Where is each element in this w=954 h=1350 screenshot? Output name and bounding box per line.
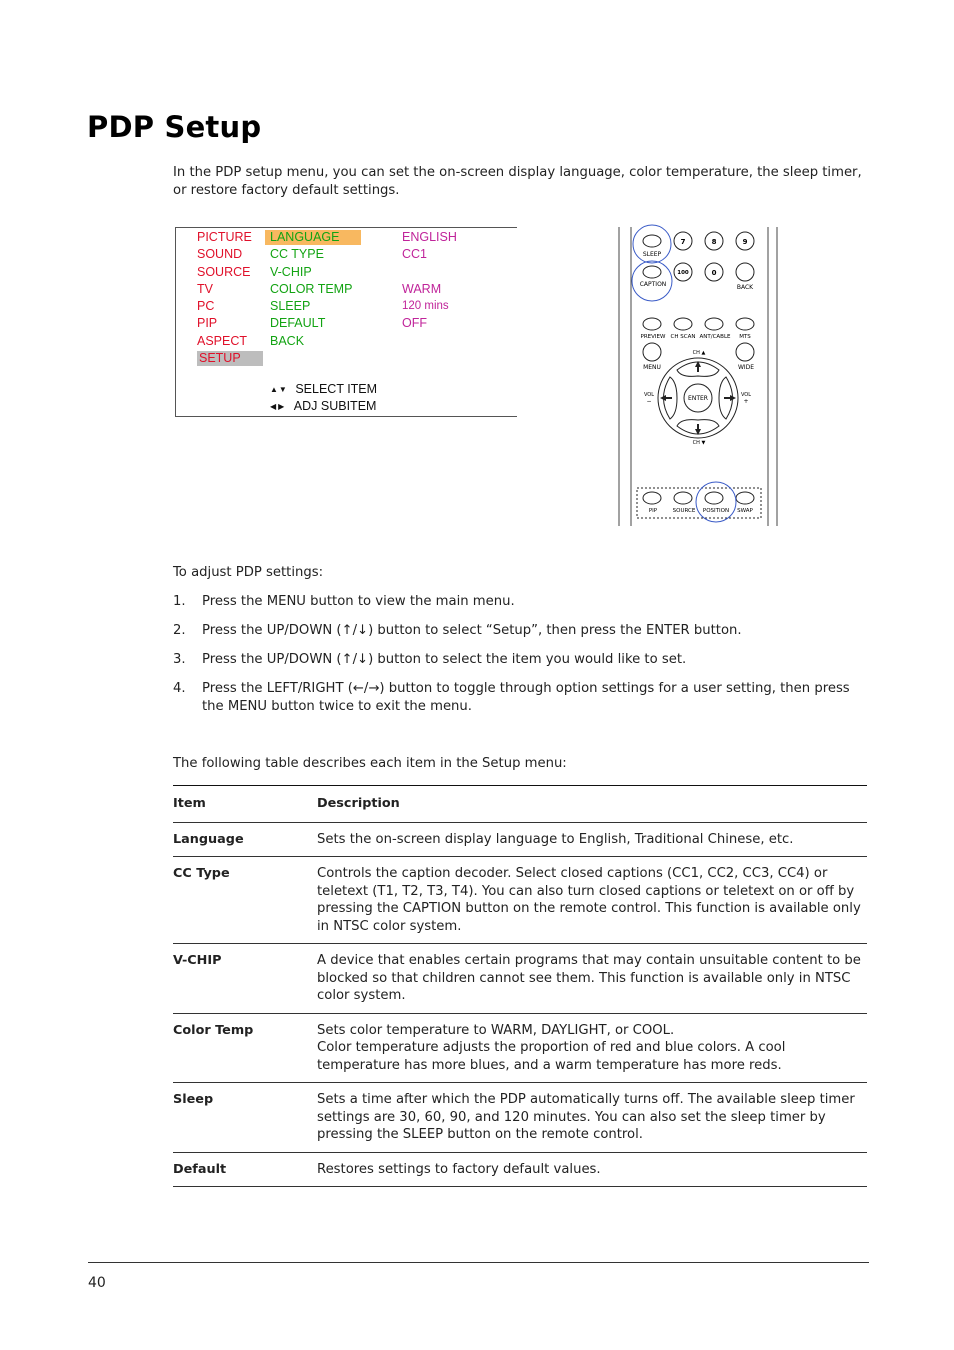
table-cell-description [317,944,867,1014]
sleep-label: SLEEP [642,251,662,258]
back-label: BACK [736,284,754,291]
vol-plus-label: VOL [740,392,752,398]
description-line: Controls the caption decoder. Select closed captions (CC1, CC2, CC3, CC4) or teletext (T1, T2, T3, T4). You can also turn closed captions or teletext on or off by pressing the CAPTION button on the remote control. This function is available only in NTSC color system. [317,866,861,934]
up-button[interactable] [677,361,719,376]
table-cell-description [317,857,867,944]
osd-sub-item: CC TYPE [270,247,324,262]
n0-label: 0 [711,269,717,277]
step-number: 4. [173,681,186,696]
osd-main-item: PC [197,299,215,313]
adjust-heading: To adjust PDP settings: [173,565,324,580]
plus-label: + [743,398,749,405]
table-cell-item: CC Type [173,866,230,881]
table-cell-item: Sleep [173,1092,214,1107]
footer-rule [88,1262,869,1263]
page-title: PDP Setup [87,110,262,144]
button-9[interactable] [736,232,754,250]
pip-label: PIP [648,508,658,514]
osd-main-item: SOURCE [197,264,251,279]
osd-value: WARM [402,281,442,296]
preview-label: PREVIEW [640,334,666,340]
sleep-button[interactable] [643,235,662,258]
left-right-arrows-icon: ◀▶ [270,402,287,411]
description-line: Sets color temperature to WARM, DAYLIGHT, or COOL. [317,1022,675,1038]
n7-label: 7 [680,238,686,246]
osd-value: CC1 [402,247,428,262]
ch-scan-button[interactable] [671,318,696,340]
right-button[interactable] [719,377,736,419]
step-number: 3. [173,652,186,667]
table-cell-description [317,1013,867,1083]
down-arrow-icon [695,424,701,435]
osd-setup-menu [175,227,517,417]
step-text: Press the UP/DOWN (↑/↓) button to select “Setup”, then press the ENTER button. [202,623,742,638]
header-item: Item [173,796,206,811]
up-down-arrows-icon: ▲▼ [270,385,288,394]
header-description: Description [317,796,400,811]
ant-cable-button[interactable] [699,318,731,340]
position-button[interactable] [703,492,729,514]
back-button[interactable] [736,263,754,291]
osd-main-item: PICTURE [197,230,252,244]
table-row [173,857,867,944]
n8-label: 8 [711,238,717,246]
osd-sub-item: V-CHIP [270,264,312,279]
osd-main-item: ASPECT [197,333,248,348]
pip-button[interactable] [643,492,661,514]
osd-legend-adjust: ◀▶ ADJ SUBITEM [270,399,377,413]
table-header-row [173,786,867,823]
wide-label: WIDE [737,364,755,371]
right-arrow-icon [724,395,736,401]
button-0[interactable] [705,263,723,281]
source-label: SOURCE [672,508,696,514]
mts-button[interactable] [736,318,754,340]
enter-label: ENTER [688,395,708,402]
osd-value: 120 mins [402,300,449,312]
table-row [173,1013,867,1083]
osd-legend-select: ▲▼ SELECT ITEM [270,382,378,396]
table-cell-item: V-CHIP [173,953,222,968]
antcable-label: ANT/CABLE [699,334,731,340]
remote-control-illustration [615,222,785,532]
up-arrow-icon [695,361,701,372]
osd-main-item: TV [197,281,213,296]
table-cell-description [317,822,867,857]
left-button[interactable] [660,377,677,419]
step-number: 2. [173,623,186,638]
source-button[interactable] [673,492,696,514]
menu-button[interactable] [643,343,661,371]
caption-button[interactable] [640,266,667,288]
table-row [173,822,867,857]
caption-label: CAPTION [639,281,667,288]
description-line: Color temperature adjusts the proportion of red and blue colors. A cool temperature has more blues, and a warm temperature has more reds. [317,1040,786,1073]
chscan-label: CH SCAN [670,334,696,340]
osd-sub-item: DEFAULT [270,316,326,331]
left-arrow-icon [660,395,672,401]
n9-label: 9 [742,238,748,246]
button-7[interactable] [674,232,692,250]
table-cell-item: Language [173,831,244,847]
minus-label: − [646,398,652,405]
preview-button[interactable] [641,318,666,340]
wide-button[interactable] [736,343,754,371]
page-number: 40 [88,1275,106,1291]
swap-button[interactable] [736,492,754,514]
osd-value: ENGLISH [402,230,457,244]
menu-label: MENU [643,364,661,371]
swap-label: SWAP [737,508,753,514]
step-text: Press the LEFT/RIGHT (←/→) button to toggle through option settings for a user setting, then press the MENU button twice to exit the menu. [202,681,850,714]
description-line: Sets a time after which the PDP automatically turns off. The available sleep timer settings are 30, 60, 90, and 120 minutes. You can also set the sleep timer by pressing the SLEEP button on the remote control. [317,1092,855,1142]
mts-label: MTS [739,334,751,340]
table-cell-item: Color Temp [173,1022,254,1038]
button-8[interactable] [705,232,723,250]
description-line: Sets the on-screen display language to English, Traditional Chinese, etc. [317,831,794,847]
table-row [173,1083,867,1153]
table-intro: The following table describes each item in the Setup menu: [173,756,567,771]
setup-items-table [173,785,867,1187]
osd-sub-item: SLEEP [270,299,311,313]
table-row [173,1152,867,1187]
osd-main-item: SETUP [197,351,263,366]
table-cell-description [317,1152,867,1187]
osd-sub-item: COLOR TEMP [270,281,353,296]
ch-up-label: CH ▲ [692,350,706,356]
step-number: 1. [173,594,186,609]
osd-main-item: SOUND [197,247,243,262]
table-cell-item: Default [173,1161,227,1177]
enter-button[interactable] [684,384,712,412]
n100-label: 100 [677,270,689,276]
step-text: Press the MENU button to view the main menu. [202,594,515,609]
description-line: Restores settings to factory default values. [317,1161,601,1177]
osd-sub-item: LANGUAGE [265,230,361,245]
table-cell-description [317,1083,867,1153]
osd-value: OFF [402,316,427,331]
step-text: Press the UP/DOWN (↑/↓) button to select the item you would like to set. [202,652,687,667]
intro-paragraph: In the PDP setup menu, you can set the on-screen display language, color temperature, the sleep timer, or restore factory default settings. [173,165,862,198]
vol-minus-label: VOL [643,392,655,398]
down-button[interactable] [677,420,719,435]
osd-main-item: PIP [197,316,218,331]
button-100[interactable] [674,263,692,281]
position-label: POSITION [702,508,730,514]
osd-sub-item: BACK [270,333,305,348]
table-row [173,944,867,1014]
description-line: A device that enables certain programs that may contain unsuitable content to be blocked so that children cannot see them. This function is available only in NTSC color system. [317,953,861,1003]
position-highlight-circle [696,482,736,522]
ch-down-label: CH ▼ [692,440,706,446]
